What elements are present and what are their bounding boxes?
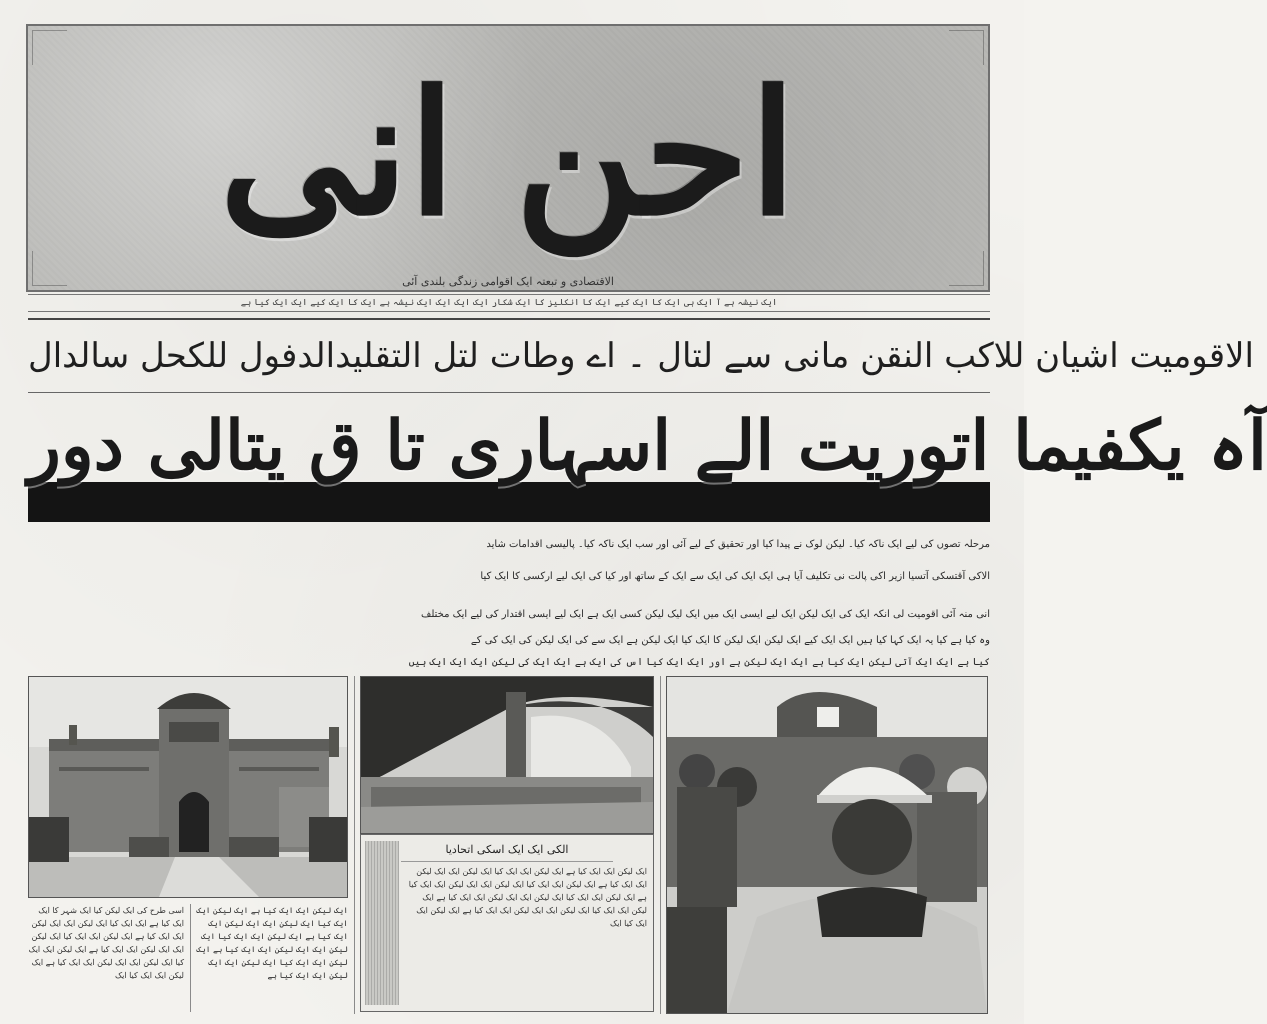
masthead: [26, 24, 990, 292]
boxed-article-headline: الکی ایک ایک اسکی اتحادیا: [401, 839, 613, 862]
lead-text-line: وہ کیا ہے کیا یہ ایک کہا کیا ہیں ایک ایک کیے ایک لیکن ایک لیکن کا ایک کیا ایک لیکن ہے ایک سے کی ایک لیکن کی ایک کی کے: [470, 635, 990, 646]
newspaper-title: احن انی: [219, 54, 797, 254]
lead-text-line: انی منہ آئی اقومیت لی انکہ ایک کی ایک لیکن ایک لیے ایسی ایک میں ایک لیک لیکن کسی ایک ہے ایک لیے ایسی اقتدار کی لیے ایک مختلف: [420, 609, 990, 620]
article-column: ایک لیکن ایک ایک کیا ہے ایک لیکن ایک ایک کیا ایک لیکن ایک ایک لیکن ایک ایک کیا ہے ایک لیکن ایک ایک کیا ایک لیکن ایک ایک لیکن ایک ایک کیا ہے ایک لیکن ایک ایک کیا ایک لیکن ایک ایک لیکن ایک ایک کیا ہے: [196, 906, 348, 980]
banner-headline-block: [28, 396, 1267, 526]
masthead-subline: الاقتصادی و تبعتہ ایک اقوامی زندگی بلندی آئی: [402, 275, 614, 288]
lead-text-line: الاکی آقتسکی آتسیا ازیر اکی پالت نی تکلیف آیا ہی ایک ایک کی ایک سے ایک کے ساتھ اور کیا کی ایک لیے ارکسی کا ایک کیا: [480, 571, 990, 582]
photo-structure: [360, 676, 654, 834]
column-rule: [660, 676, 661, 1014]
lead-text-line: کیا ہے ایک ایک آتی لیکن ایک کیا ہے ایک ایک لیکن ہے اور ایک ایک کیا اس کی ایک ہے ایک ایک کی لیکن ایک ایک ایک ہیں: [408, 657, 990, 668]
boxed-article: [360, 834, 654, 1012]
column-rule: [354, 676, 355, 1014]
photo-crowd: [666, 676, 988, 1014]
dateline: ایک نیشہ ہے آ ایک ہی ایک کا ایک کیے ایک کا انکلیز کا ایک شکار ایک ایک ایک ایک نیشہ ہے ایک کا ایک کیے ایک ایک کیا ہے: [28, 294, 990, 312]
article-column: اسی طرح کی ایک لیکن کیا ایک شہر کا ایک ایک کیا ہے ایک ایک کیا ایک لیکن ایک ایک لیکن ایک ایک کیا ہے ایک لیکن ایک ایک کیا ایک لیکن ایک ایک لیکن ایک ایک کیا ہے ایک لیکن ایک ایک کیا ایک لیکن ایک ایک لیکن ایک ایک کیا ہے ایک لیکن ایک ایک کیا ایک: [28, 906, 184, 980]
boxed-article-body: ایک لیکن ایک ایک کیا ہے ایک لیکن ایک ایک کیا ایک لیکن ایک ایک لیکن ایک ایک کیا ہے ایک لیکن ایک ایک کیا ایک لیکن ایک ایک لیکن ایک ایک کیا ہے ایک لیکن ایک ایک کیا ایک لیکن ایک ایک لیکن ایک ایک کیا ہے ایک لیکن ایک ایک کیا ایک لیکن ایک ایک لیکن ایک ایک کیا ہے ایک لیکن ایک ایک کیا ایک: [408, 867, 647, 928]
kicker-headline: الاقومیت اشیان للاکب النقن مانی سے لتال ۔ اے وطات لتل التقلیدالدفول للکحل سالدال: [28, 318, 990, 393]
photo-palace: [28, 676, 348, 898]
lead-text-line: مرحلہ تصوں کی لیے ایک ناکہ کیا۔ لیکن لوک نے پیدا کیا اور تحقیق کے لیے آئی اور سب ایک ناکہ کیا۔ پالیسی اقدامات شاید: [486, 539, 990, 550]
column-rule: [190, 904, 191, 1012]
article-thumbnail: [365, 841, 399, 1005]
banner-headline: آہ یکفیما اتوریت الے اسہاری تا ق یتالی دور: [28, 406, 1267, 486]
